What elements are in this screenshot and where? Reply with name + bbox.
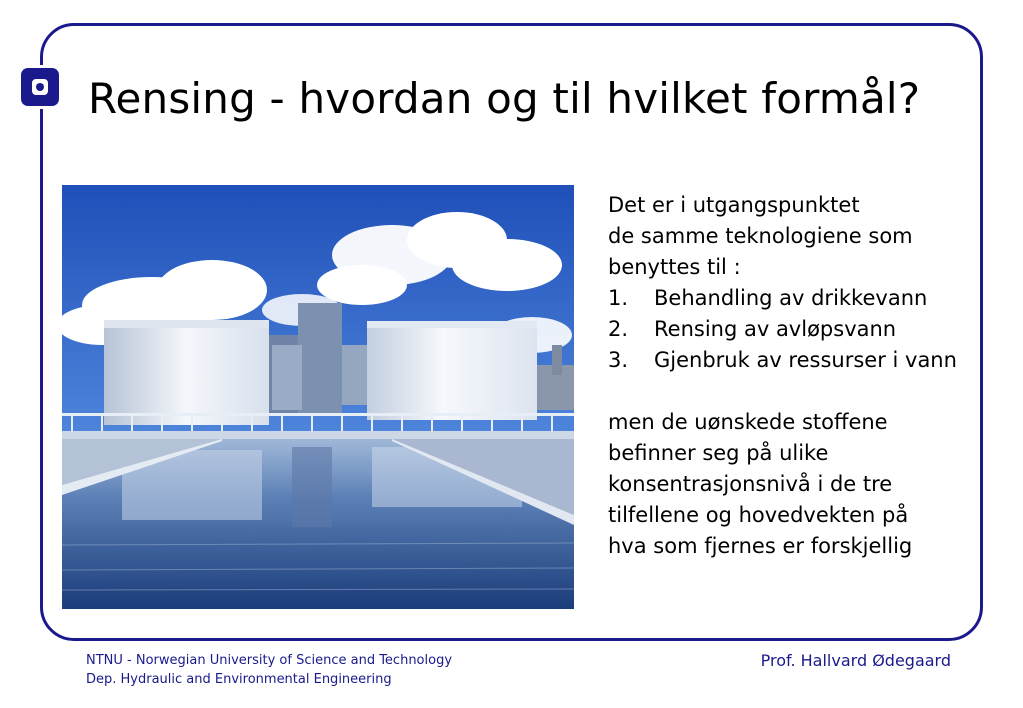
intro-line: Det er i utgangspunktet <box>608 193 860 217</box>
intro-line: de samme teknologiene som <box>608 224 913 248</box>
conclusion-line: konsentrasjonsnivå i de tre <box>608 472 893 496</box>
conclusion-line: men de uønskede stoffene <box>608 410 888 434</box>
intro-line: benyttes til : <box>608 255 741 279</box>
list-text: Gjenbruk av ressurser i vann <box>654 348 957 372</box>
list-item <box>608 345 978 376</box>
list-item <box>608 314 978 345</box>
conclusion-line: befinner seg på ulike <box>608 441 829 465</box>
list-item <box>608 283 978 314</box>
list-number: 1. <box>608 286 629 310</box>
footer-university: NTNU - Norwegian University of Science and Technology <box>86 653 453 668</box>
list-text: Rensing av avløpsvann <box>654 317 897 341</box>
list-number: 2. <box>608 317 629 341</box>
footer-department: Dep. Hydraulic and Environmental Engineering <box>86 672 392 687</box>
ntnu-logo-icon <box>18 65 62 109</box>
footer-institution <box>86 651 452 689</box>
slide-body-text <box>608 190 978 562</box>
list-number: 3. <box>608 348 629 372</box>
conclusion-line: tilfellene og hovedvekten på <box>608 503 909 527</box>
conclusion-line: hva som fjernes er forskjellig <box>608 534 913 558</box>
list-text: Behandling av drikkevann <box>654 286 928 310</box>
slide-title: Rensing - hvordan og til hvilket formål? <box>88 74 921 123</box>
footer-author: Prof. Hallvard Ødegaard <box>760 651 951 670</box>
water-treatment-plant-photo <box>62 185 574 609</box>
